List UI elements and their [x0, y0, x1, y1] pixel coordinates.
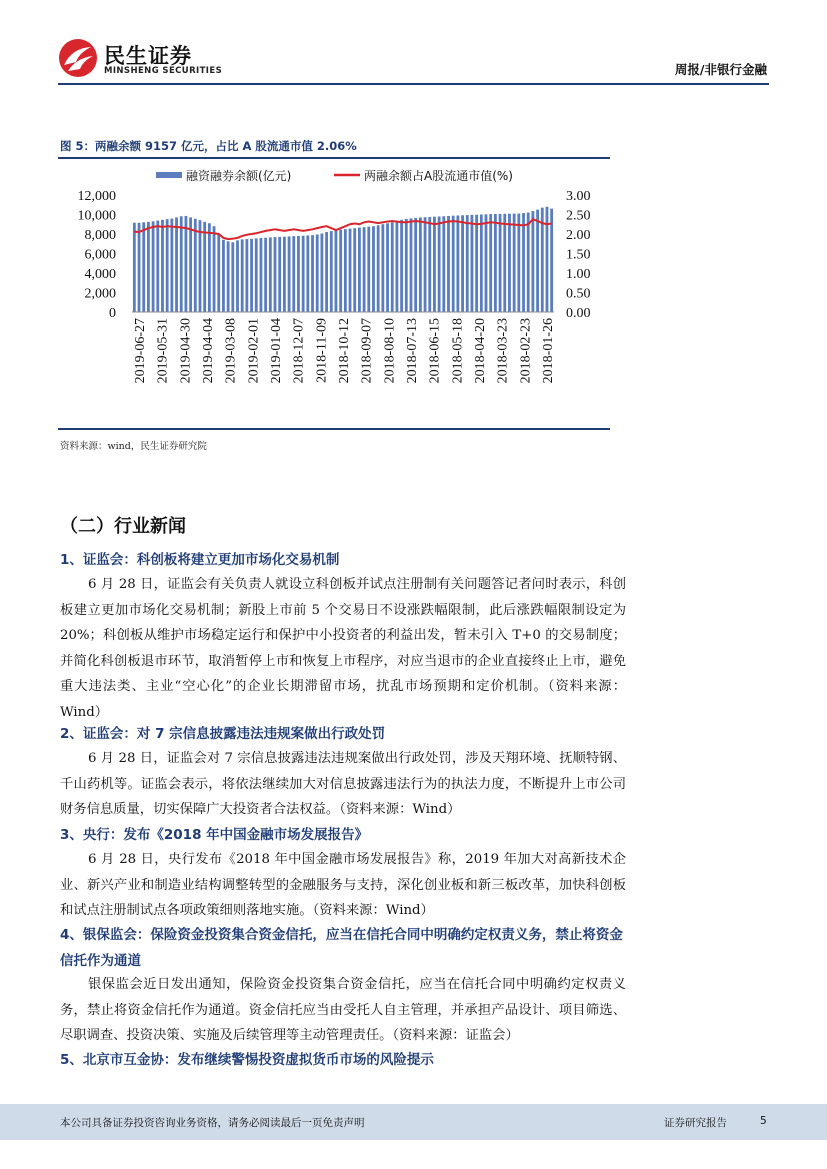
balance-bar — [213, 226, 216, 312]
balance-bar — [292, 236, 295, 312]
x-tick-label: 2018-01-26 — [541, 318, 556, 384]
balance-bar — [203, 222, 206, 312]
balance-bar — [325, 232, 328, 312]
balance-bar — [264, 238, 267, 312]
balance-bar — [424, 217, 427, 312]
balance-bar — [461, 215, 464, 312]
margin-balance-chart — [58, 160, 610, 426]
y-right-tick-label: 0.00 — [566, 306, 591, 321]
balance-bar — [546, 207, 549, 312]
balance-bar — [133, 223, 136, 312]
y-left-tick-label: 4,000 — [84, 267, 116, 282]
balance-bar — [363, 227, 366, 312]
figure-source: 资料来源：wind，民生证券研究院 — [60, 441, 207, 452]
balance-bar — [438, 216, 441, 312]
news-body-1: 6 月 28 日，证监会有关负责人就设立科创板并试点注册制有关问题答记者问时表示，科创板建立更加市场化交易机制；新股上市前 5 个交易日不设涨跌幅限制，此后涨跌幅限制设定为 20%；科创板从维护市场稳定运行和保护中小投资者的利益出发，暂未引入 T+0 的交易制度；并简化科创板退市环节，取消暂停上市和恢复上市程序，对应当退市的企业直接终止上市，避免重大违法类、主业“空心化”的企业长期滞留市场，扰乱市场预期和定价机制。（资料来源：Wind） — [60, 577, 626, 720]
balance-bar — [175, 217, 178, 312]
news-body-4: 银保监会近日发出通知，保险资金投资集合资金信托，应当在信托合同中明确约定权责义务，禁止将资金信托作为通道。资金信托应当由受托人自主管理，并承担产品设计、项目筛选、尽职调查、投资决策、实施及后续管理等主动管理责任。（资料来源：证监会） — [60, 977, 626, 1044]
balance-bar — [250, 239, 253, 312]
balance-bar — [391, 222, 394, 312]
brand-name: 民生证券 — [104, 44, 192, 68]
balance-bar — [503, 214, 506, 312]
balance-bar — [142, 222, 145, 312]
x-tick-label: 2019-03-08 — [223, 318, 239, 384]
balance-bar — [306, 235, 309, 312]
balance-bar — [330, 231, 333, 312]
balance-bar — [513, 214, 516, 312]
balance-bar — [475, 215, 478, 312]
balance-bar — [199, 220, 202, 312]
y-left-tick-label: 6,000 — [84, 247, 116, 263]
balance-bar — [400, 220, 403, 312]
y-left-tick-label: 0 — [109, 306, 116, 321]
x-tick-label: 2018-05-18 — [450, 318, 466, 384]
y-right-tick-label: 2.50 — [566, 208, 591, 224]
brand-name-english: MINSHENG SECURITIES — [104, 66, 223, 76]
balance-bar — [367, 227, 370, 312]
balance-bar — [536, 210, 539, 312]
balance-bar — [405, 219, 408, 312]
figure-title: 图 5：两融余额 9157 亿元，占比 A 股流通市值 2.06% — [60, 139, 357, 153]
balance-bar — [274, 237, 277, 312]
figure-bottom-rule — [58, 428, 610, 430]
balance-bar — [386, 223, 389, 312]
news-heading-5: 5、北京市互金协：发布继续警惕投资虚拟货币市场的风险提示 — [60, 1052, 434, 1068]
balance-bar — [194, 219, 197, 312]
balance-bar — [245, 239, 248, 312]
balance-bar — [147, 222, 150, 312]
balance-bar — [335, 230, 338, 312]
news-heading-3: 3、央行：发布《2018 年中国金融市场发展报告》 — [60, 827, 369, 843]
legend-bar-swatch — [156, 172, 182, 178]
balance-bar — [217, 234, 220, 312]
x-tick-label: 2019-02-01 — [246, 318, 262, 384]
balance-bar — [396, 221, 399, 312]
x-tick-label: 2018-02-23 — [518, 318, 534, 384]
legend-line-label: 两融余额占A股流通市值(%) — [364, 169, 513, 183]
balance-bar — [231, 242, 234, 312]
balance-bar — [494, 214, 497, 312]
footer-report-label: 证券研究报告 — [664, 1117, 727, 1129]
ratio-line — [134, 219, 551, 239]
balance-bar — [377, 225, 380, 312]
balance-bar — [227, 241, 230, 312]
report-type: 周报/非银行金融 — [674, 62, 767, 77]
balance-bar — [138, 223, 141, 312]
balance-bar — [185, 216, 188, 312]
balance-bar — [241, 239, 244, 312]
x-tick-label: 2019-04-04 — [201, 318, 216, 384]
balance-bar — [344, 229, 347, 312]
balance-bar — [156, 221, 159, 312]
balance-bar — [489, 214, 492, 312]
balance-bar — [447, 216, 450, 312]
balance-bar — [452, 216, 455, 312]
balance-bar — [485, 214, 488, 312]
y-right-tick-label: 0.50 — [566, 286, 591, 302]
x-tick-label: 2019-05-31 — [155, 318, 171, 384]
x-tick-label: 2018-08-10 — [382, 318, 398, 384]
x-tick-label: 2019-06-27 — [133, 318, 148, 384]
balance-bar — [161, 220, 164, 312]
x-tick-label: 2019-01-04 — [269, 318, 284, 384]
y-left-tick-label: 10,000 — [77, 208, 116, 224]
balance-bar — [222, 240, 225, 312]
news-heading-4: 4、银保监会：保险资金投资集合资金信托，应当在信托合同中明确约定权责义务，禁止将资金信托作为通道 — [60, 927, 623, 969]
balance-bar — [320, 234, 323, 312]
x-tick-label: 2018-07-13 — [405, 318, 420, 384]
section-title: （二）行业新闻 — [60, 516, 186, 537]
x-tick-label: 2018-09-07 — [359, 318, 375, 384]
balance-bar — [499, 214, 502, 312]
minsheng-logo-icon — [58, 38, 98, 78]
balance-bar — [236, 240, 239, 312]
y-right-tick-label: 3.00 — [566, 189, 591, 204]
balance-bar — [419, 217, 422, 312]
balance-bar — [189, 217, 192, 312]
x-tick-label: 2019-04-30 — [178, 318, 194, 384]
legend-bar-label: 融资融券余额(亿元) — [186, 169, 292, 183]
figure-top-rule — [58, 157, 610, 159]
page-number: 5 — [760, 1115, 767, 1127]
news-heading-1: 1、证监会：科创板将建立更加市场化交易机制 — [60, 552, 340, 568]
x-tick-label: 2018-03-23 — [495, 317, 511, 384]
header-divider — [58, 83, 769, 85]
balance-bar — [283, 237, 286, 312]
balance-bar — [508, 214, 511, 312]
balance-bar — [372, 226, 375, 312]
balance-bar — [527, 213, 530, 312]
balance-bar — [414, 218, 417, 312]
balance-bar — [442, 216, 445, 312]
balance-bar — [208, 223, 211, 312]
balance-bar — [531, 211, 534, 312]
x-tick-label: 2018-10-12 — [337, 318, 352, 384]
balance-bar — [180, 216, 183, 312]
x-tick-label: 2018-06-15 — [427, 318, 443, 384]
page-header — [0, 0, 827, 90]
balance-bar — [297, 236, 300, 312]
balance-bar — [456, 215, 459, 312]
balance-bar — [358, 228, 361, 312]
y-right-tick-label: 1.00 — [566, 267, 591, 282]
y-left-tick-label: 2,000 — [84, 286, 116, 302]
balance-bar — [471, 215, 474, 312]
balance-bar — [311, 235, 314, 312]
balance-bar — [353, 228, 356, 312]
x-tick-label: 2018-12-07 — [291, 318, 307, 384]
news-heading-2: 2、证监会：对 7 宗信息披露违法违规案做出行政处罚 — [60, 726, 386, 742]
y-left-tick-label: 12,000 — [77, 189, 116, 204]
chart-legend — [156, 168, 513, 183]
news-body-3: 6 月 28 日，央行发布《2018 年中国金融市场发展报告》称，2019 年加大对高新技术企业、新兴产业和制造业结构调整转型的金融服务与支持，深化创业板和新三板改革，加快科创板和试点注册制试点各项政策细则落地实施。（资料来源：Wind） — [60, 852, 626, 919]
balance-bar — [302, 236, 305, 312]
x-tick-label: 2018-04-20 — [473, 318, 488, 384]
balance-bar — [278, 237, 281, 312]
balance-bar — [152, 221, 155, 312]
y-left-tick-label: 8,000 — [84, 228, 116, 243]
balance-bar — [466, 215, 469, 312]
balance-bar — [349, 229, 352, 312]
balance-bar — [517, 214, 520, 312]
balance-bar — [522, 213, 525, 312]
balance-bar — [433, 217, 436, 312]
balance-bar — [339, 230, 342, 312]
balance-bar — [381, 224, 384, 312]
balance-bar — [316, 234, 319, 312]
news-body-2: 6 月 28 日，证监会对 7 宗信息披露违法违规案做出行政处罚，涉及天翔环境、抚顺特钢、千山药机等。证监会表示，将依法继续加大对信息披露违法行为的执法力度，不断提升上市公司财务信息质量，切实保障广大投资者合法权益。（资料来源：Wind） — [60, 751, 626, 818]
balance-bar — [170, 219, 173, 312]
balance-bar — [166, 219, 169, 312]
balance-bar — [410, 218, 413, 312]
balance-bar — [260, 238, 263, 312]
balance-bar — [480, 215, 483, 313]
x-tick-label: 2018-11-09 — [314, 318, 330, 383]
y-right-tick-label: 1.50 — [566, 247, 591, 263]
balance-bar — [269, 237, 272, 312]
footer-disclaimer: 本公司具备证券投资咨询业务资格，请务必阅读最后一页免责声明 — [60, 1117, 365, 1129]
page-footer — [0, 1104, 827, 1140]
balance-bar — [255, 238, 258, 312]
y-right-tick-label: 2.00 — [566, 228, 591, 243]
balance-bar — [288, 236, 291, 312]
balance-bar — [428, 217, 431, 312]
